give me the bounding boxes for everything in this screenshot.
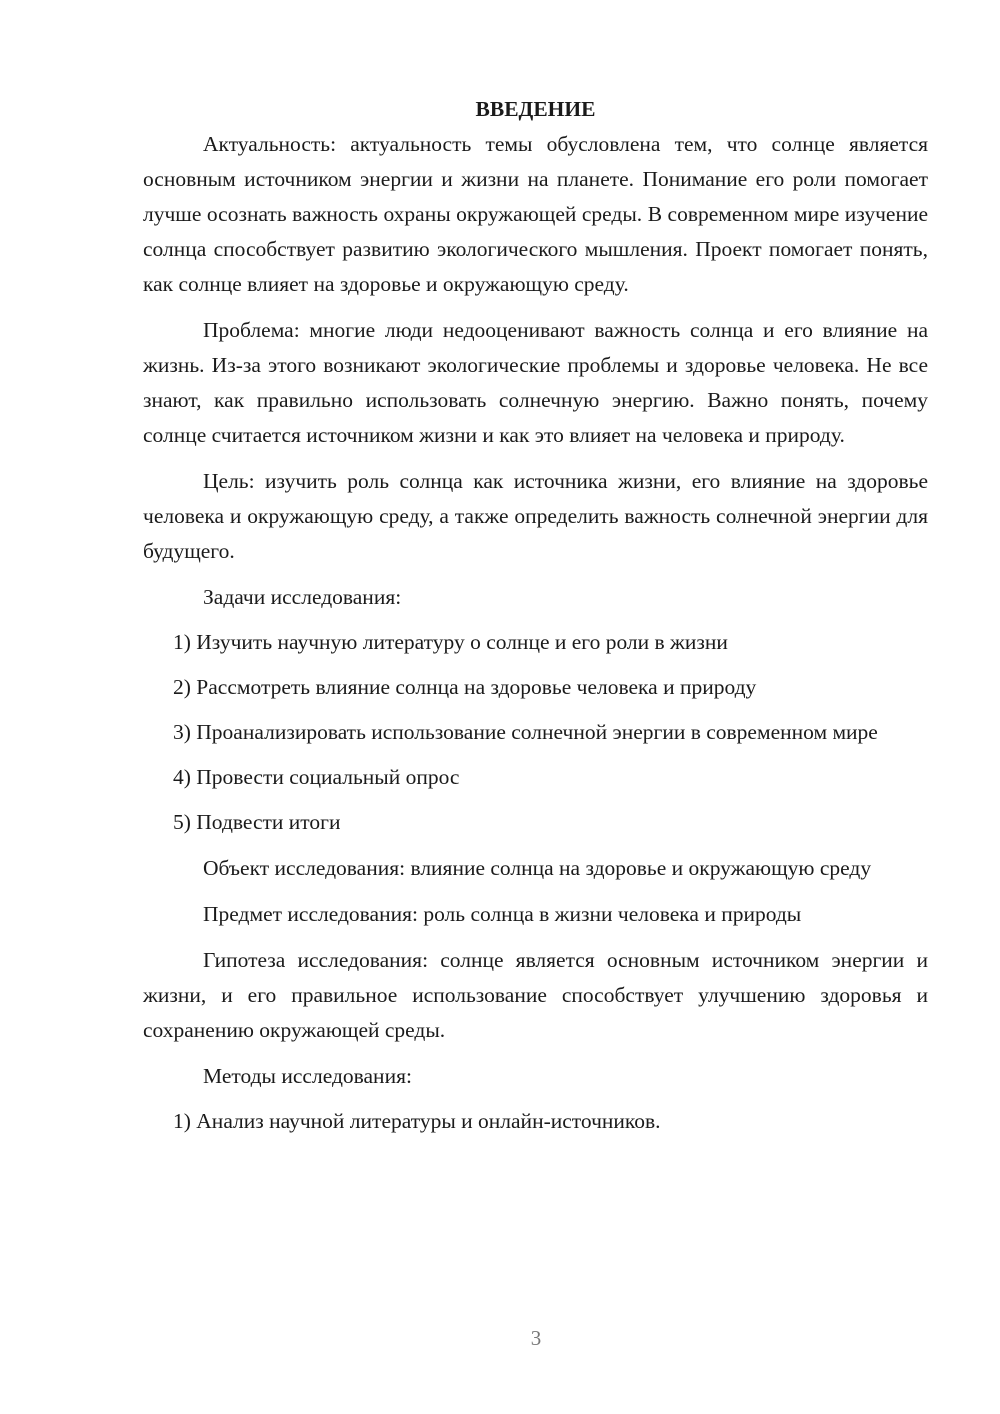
- method-item-1: 1) Анализ научной литературы и онлайн-источников.: [173, 1109, 661, 1133]
- paragraph-problem: Проблема: многие люди недооценивают важность солнца и его влияние на жизнь. Из-за этого возникают экологические проблемы и здоровье человека. Не все знают, как правильно использовать солнечную энергию. Важно понять, почему солнце считается источником жизни и как это влияет на человека и природу.: [143, 318, 928, 447]
- paragraph-subject: Предмет исследования: роль солнца в жизни человека и природы: [203, 902, 802, 926]
- task-item-1: 1) Изучить научную литературу о солнце и его роли в жизни: [173, 630, 728, 654]
- paragraph-hypothesis: Гипотеза исследования: солнце является основным источником энергии и жизни, и его правильное использование способствует улучшению здоровья и сохранению окружающей среды.: [143, 948, 928, 1042]
- task-item-4: 4) Провести социальный опрос: [173, 765, 460, 789]
- task-item-5: 5) Подвести итоги: [173, 810, 341, 834]
- document-body: [143, 92, 928, 1139]
- paragraph-object: Объект исследования: влияние солнца на здоровье и окружающую среду: [203, 856, 872, 880]
- paragraph-goal: Цель: изучить роль солнца как источника жизни, его влияние на здоровье человека и окружающую среду, а также определить важность солнечной энергии для будущего.: [143, 469, 928, 563]
- tasks-heading: Задачи исследования:: [203, 585, 402, 609]
- methods-heading: Методы исследования:: [203, 1064, 412, 1088]
- page-number: 3: [530, 1326, 542, 1350]
- page-title: ВВЕДЕНИЕ: [475, 97, 596, 121]
- task-item-2: 2) Рассмотреть влияние солнца на здоровье человека и природу: [173, 675, 757, 699]
- task-item-3: 3) Проанализировать использование солнечной энергии в современном мире: [173, 720, 878, 744]
- paragraph-relevance: Актуальность: актуальность темы обусловлена тем, что солнце является основным источником энергии и жизни на планете. Понимание его роли помогает лучше осознать важность охраны окружающей среды. В современном мире изучение солнца способствует развитию экологического мышления. Проект помогает понять, как солнце влияет на здоровье и окружающую среду.: [143, 132, 928, 296]
